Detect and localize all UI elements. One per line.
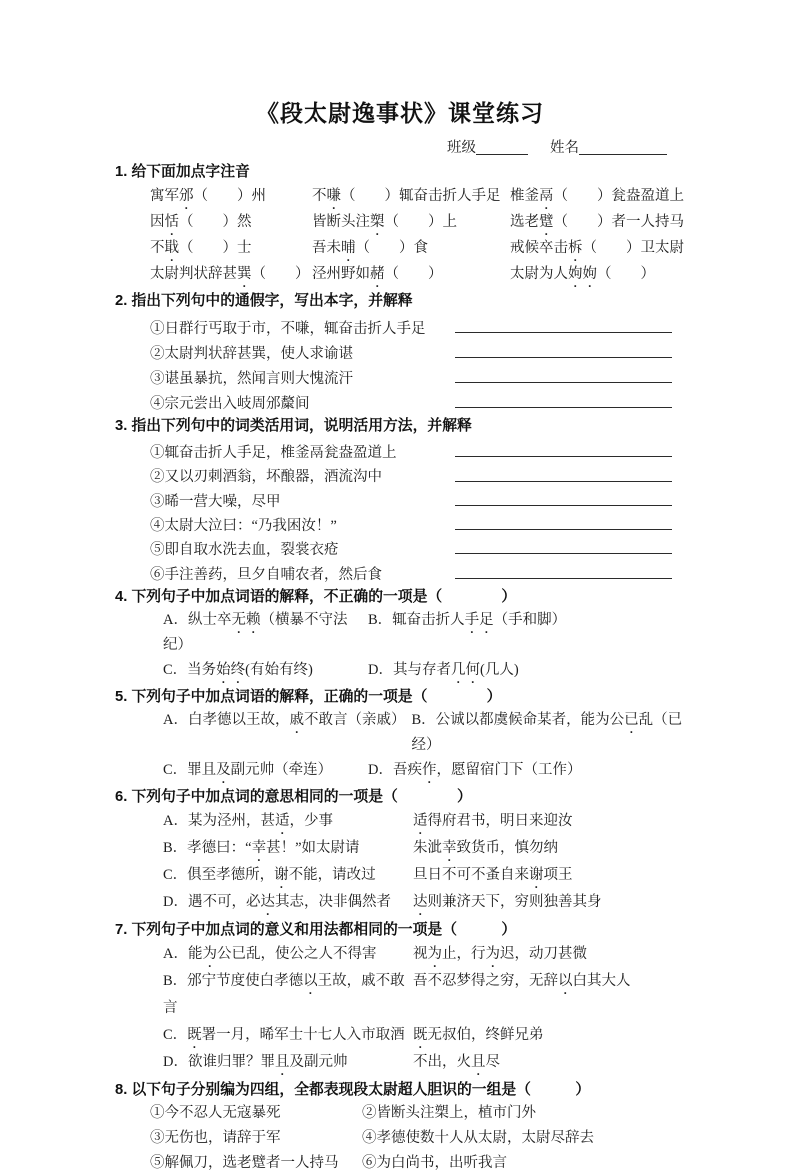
- option-d-left[interactable]: D．欲谁归罪？罪且及副元帅: [163, 1053, 348, 1070]
- name-input-line[interactable]: [579, 139, 667, 155]
- q1-cell: 戒候卒击柝（ ）卫太尉: [510, 240, 684, 256]
- group-item-5: ⑤解佩刀，选老躄者一人持马: [150, 1154, 339, 1171]
- answer-blank[interactable]: [455, 549, 672, 554]
- answer-blank[interactable]: [455, 452, 672, 457]
- option-c-right: 旦日不可不蚤自来谢项王: [413, 866, 573, 883]
- class-input-line[interactable]: [476, 139, 528, 155]
- page-title: 《段太尉逸事状》课堂练习: [256, 100, 544, 126]
- section-q8: [115, 1080, 690, 1176]
- q3-item: ④太尉大泣曰：“乃我困汝！”: [150, 517, 337, 534]
- q8-header: 8. 以下句子分别编为四组，全都表现段太尉超人胆识的一组是（ ）: [115, 1081, 591, 1098]
- q3-item-row: [150, 534, 690, 558]
- q6-option-row: [163, 862, 690, 889]
- q3-item-row: [150, 510, 690, 534]
- section-q1: [115, 162, 690, 287]
- group-item-4: ④孝德使数十人从太尉，太尉尽辞去: [362, 1129, 594, 1146]
- q2-item-row: [150, 312, 690, 337]
- answer-blank[interactable]: [455, 403, 672, 408]
- q4-option-row: [163, 608, 690, 658]
- option-b-left[interactable]: B．邠宁节度使白孝德以王故，戚不敢言: [163, 972, 405, 1016]
- group-item-3: ③无伤也，请辞于军: [150, 1129, 281, 1146]
- q8-row: [150, 1151, 690, 1176]
- q5-option-row: [163, 708, 690, 758]
- section-q2: [115, 291, 690, 412]
- q1-cell: 不戢（ ）士: [150, 240, 252, 256]
- q6-option-row: [163, 808, 690, 835]
- q2-item: ④宗元尝出入岐周邠斄间: [150, 395, 310, 412]
- answer-blank[interactable]: [455, 378, 672, 383]
- option-b-left[interactable]: B．孝德曰：“幸甚！”如太尉请: [163, 839, 360, 856]
- q7-header: 7. 下列句子中加点词的意义和用法都相同的一项是（ ）: [115, 921, 517, 938]
- section-q4: [115, 587, 690, 683]
- q3-item: ⑤即自取水洗去血，裂裳衣疮: [150, 542, 339, 559]
- answer-blank[interactable]: [455, 501, 672, 506]
- q3-item-row: [150, 437, 690, 461]
- q3-header: 3. 指出下列句中的词类活用词，说明活用方法，并解释: [115, 418, 472, 434]
- section-q5: [115, 687, 690, 783]
- section-q6: [115, 787, 690, 916]
- option-a-left[interactable]: A．能为公已乱，使公之人不得害: [163, 945, 377, 962]
- q2-item: ③谌虽暴抗，然闻言则大愧流汗: [150, 370, 353, 387]
- class-label: 班级: [447, 140, 476, 156]
- q3-item: ③晞一营大噪，尽甲: [150, 493, 281, 510]
- meta-row: [0, 136, 800, 157]
- answer-blank[interactable]: [455, 328, 672, 333]
- q3-item-row: [150, 558, 690, 582]
- q1-cell: 椎釜鬲（ ）瓮盎盈道上: [510, 188, 684, 204]
- q7-option-row: [163, 1049, 690, 1076]
- q3-item: ②又以刃刺酒翁，坏酿器，酒流沟中: [150, 469, 382, 486]
- q2-item: ②太尉判状辞甚巽，使人求谕谌: [150, 345, 353, 362]
- q6-option-row: [163, 835, 690, 862]
- q1-cell: 寓军邠（ ）州: [150, 188, 266, 204]
- option-d-left[interactable]: D．遇不可，必达其志，决非偶然者: [163, 893, 391, 910]
- q2-header: 2. 指出下列句中的通假字，写出本字，并解释: [115, 293, 413, 309]
- q2-item-row: [150, 337, 690, 362]
- option-a-right: 适得府君书，明日来迎汝: [413, 812, 573, 829]
- q1-row: [150, 183, 690, 209]
- q1-cell: 皆断头注槊（ ）上: [312, 214, 457, 230]
- q8-row: [150, 1101, 690, 1126]
- option-b[interactable]: B．公诚以都虞候命某者，能为公已乱（已经）: [411, 711, 683, 753]
- q1-row: [150, 209, 690, 235]
- name-label: 姓名: [550, 140, 579, 156]
- q1-row: [150, 261, 690, 287]
- answer-blank[interactable]: [455, 353, 672, 358]
- q1-cell: 选老躄（ ）者一人持马: [510, 214, 684, 230]
- q1-cell: 吾未晡（ ）食: [312, 240, 428, 256]
- option-c[interactable]: C．罪且及副元帅（牵连）: [163, 761, 333, 778]
- option-a[interactable]: A．白孝德以王故，戚不敢言（亲戚）: [163, 711, 406, 728]
- q1-header: 1. 给下面加点字注音: [115, 164, 250, 180]
- answer-blank[interactable]: [455, 525, 672, 530]
- q7-option-row: [163, 968, 690, 1022]
- q1-cell: 泾州野如赭（ ）: [312, 266, 443, 282]
- option-a-right: 视为止，行为迟，动刀甚微: [413, 945, 587, 962]
- q3-item: ①辄奋击折人手足，椎釜鬲瓮盎盈道上: [150, 445, 397, 462]
- group-item-2: ②皆断头注槊上，植市门外: [362, 1104, 536, 1121]
- option-d-right: 不出，火且尽: [413, 1053, 500, 1070]
- answer-blank[interactable]: [455, 574, 672, 579]
- answer-blank[interactable]: [455, 477, 672, 482]
- q2-item: ①日群行丐取于市，不嗛，辄奋击折人手足: [150, 320, 426, 337]
- option-d[interactable]: D．其与存者几何(几人): [368, 661, 519, 678]
- option-b-right: 吾不忍梦得之穷，无辞以白其大人: [413, 972, 631, 989]
- q7-option-row: [163, 941, 690, 968]
- option-c-right: 既无叔伯，终鲜兄弟: [413, 1026, 544, 1043]
- q1-row: [150, 235, 690, 261]
- worksheet-content: [115, 162, 690, 1176]
- option-a-left[interactable]: A．某为泾州，甚适，少事: [163, 812, 333, 829]
- q6-header: 6. 下列句子中加点词的意思相同的一项是（ ）: [115, 788, 472, 805]
- q2-item-row: [150, 387, 690, 412]
- q5-header: 5. 下列句子中加点词语的解释，正确的一项是（ ）: [115, 688, 502, 705]
- option-c-left[interactable]: C．既署一月，晞军士十七人入市取酒: [163, 1026, 405, 1043]
- option-d-right: 达则兼济天下，穷则独善其身: [413, 893, 602, 910]
- q8-row: [150, 1126, 690, 1151]
- q4-option-row: [163, 658, 690, 683]
- q1-cell: 因恬（ ）然: [150, 214, 252, 230]
- option-d[interactable]: D．吾疾作，愿留宿门下（工作）: [368, 761, 582, 778]
- q1-cell: 太尉判状辞甚巽（ ）: [150, 266, 310, 282]
- q4-header: 4. 下列句子中加点词语的解释，不正确的一项是（ ）: [115, 588, 517, 605]
- option-c[interactable]: C．当务始终(有始有终): [163, 661, 313, 678]
- q5-option-row: [163, 758, 690, 783]
- option-a[interactable]: A．纵士卒无赖（横暴不守法纪）: [163, 611, 348, 653]
- q7-option-row: [163, 1022, 690, 1049]
- q2-item-row: [150, 362, 690, 387]
- section-q7: [115, 920, 690, 1076]
- option-b-right: 朱泚幸致货币，慎勿纳: [413, 839, 558, 856]
- q1-cell: 不嗛（ ）辄奋击折人手足: [312, 188, 501, 204]
- q3-item-row: [150, 486, 690, 510]
- option-b[interactable]: B．辄奋击折人手足（手和脚）: [368, 611, 567, 628]
- q6-option-row: [163, 889, 690, 916]
- q3-item: ⑥手注善药，旦夕自哺农者，然后食: [150, 566, 382, 583]
- q1-cell: 太尉为人姁姁（ ）: [510, 266, 655, 282]
- q3-item-row: [150, 461, 690, 485]
- group-item-1: ①今不忍人无寇暴死: [150, 1104, 281, 1121]
- section-q3: [115, 416, 690, 583]
- option-c-left[interactable]: C．俱至孝德所，谢不能，请改过: [163, 866, 376, 883]
- group-item-6: ⑥为白尚书，出听我言: [362, 1154, 507, 1171]
